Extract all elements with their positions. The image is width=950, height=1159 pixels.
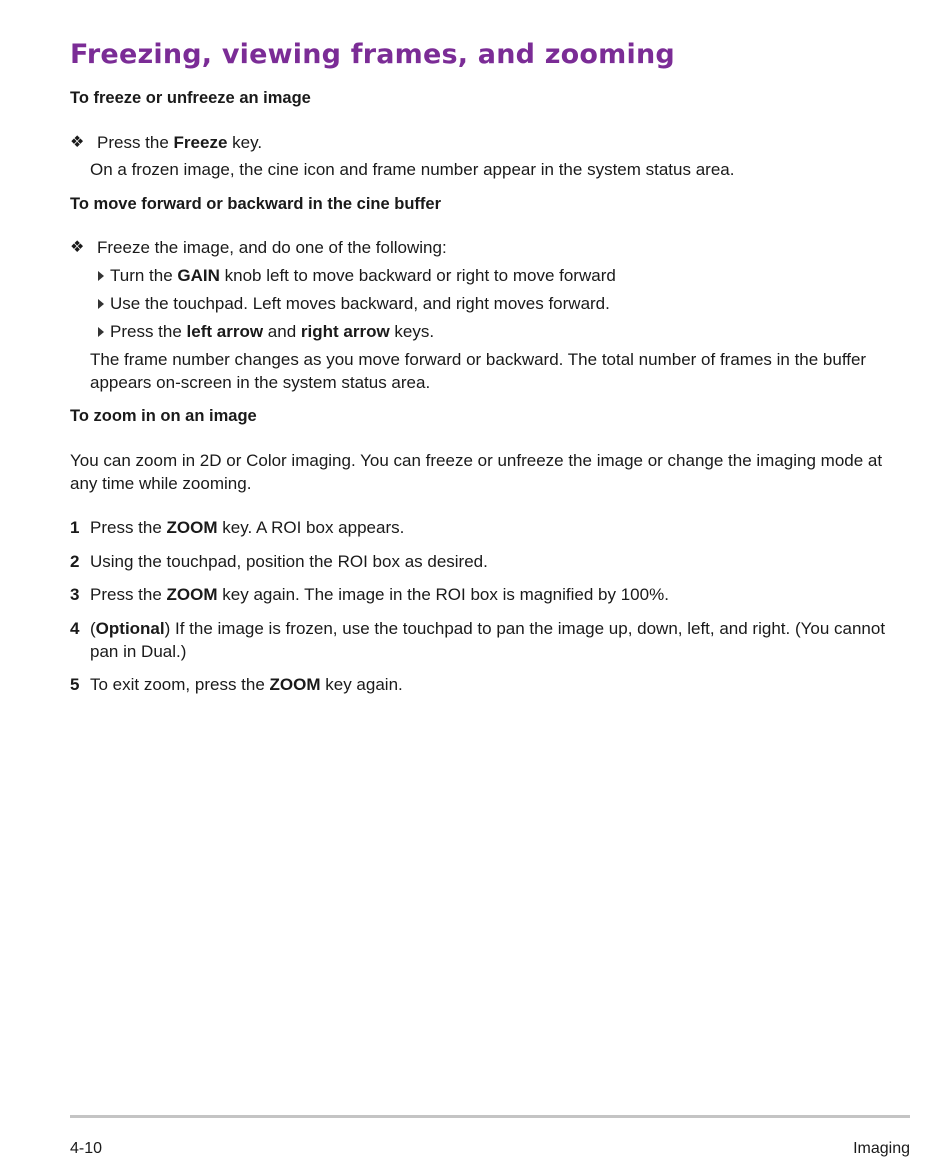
four-diamond-bullet-icon: ❖ xyxy=(70,239,85,256)
subheading-zoom: To zoom in on an image xyxy=(70,407,257,425)
right-triangle-icon xyxy=(98,271,104,281)
optional-label: Optional xyxy=(95,619,165,638)
step-text: Using the touchpad, position the ROI box as desired. xyxy=(90,552,488,571)
cine-sub-item-text: Turn the GAIN knob left to move backward or right to move forward xyxy=(110,266,616,285)
cine-sub-item-text: Use the touchpad. Left moves backward, and right moves forward. xyxy=(110,294,610,313)
left-arrow-label: left arrow xyxy=(186,322,264,341)
zoom-intro: You can zoom in 2D or Color imaging. You can freeze or unfreeze the image or change the imaging mode at any time while zooming. xyxy=(70,451,883,493)
freeze-bullet-text: Press the Freeze key. xyxy=(97,133,263,152)
step-text: Press the ZOOM key. A ROI box appears. xyxy=(90,518,405,537)
page-title: Freezing, viewing frames, and zooming xyxy=(70,39,675,70)
subheading-cine: To move forward or backward in the cine buffer xyxy=(70,195,442,213)
right-arrow-label: right arrow xyxy=(300,322,390,341)
cine-bullet-text: Freeze the image, and do one of the following: xyxy=(97,238,447,257)
footer-rule xyxy=(70,1115,910,1118)
step-number: 2 xyxy=(70,552,80,571)
step-number: 3 xyxy=(70,585,80,604)
footer-page-number: 4-10 xyxy=(70,1140,103,1157)
step-number: 1 xyxy=(70,518,80,537)
step-number: 4 xyxy=(70,619,80,638)
four-diamond-bullet-icon: ❖ xyxy=(70,134,85,151)
freeze-note: On a frozen image, the cine icon and frame number appear in the system status area. xyxy=(90,160,735,179)
cine-note: The frame number changes as you move forward or backward. The total number of frames in the buffer appears on-screen in the system status area. xyxy=(90,350,867,392)
right-triangle-icon xyxy=(98,327,104,337)
subheading-freeze: To freeze or unfreeze an image xyxy=(70,89,311,107)
zoom-key-label: ZOOM xyxy=(269,675,321,694)
step-text: (Optional) If the image is frozen, use the touchpad to pan the image up, down, left, and right. (You cannot pan in Dual.) xyxy=(90,619,886,661)
right-triangle-icon xyxy=(98,299,104,309)
freeze-key-label: Freeze xyxy=(173,133,228,152)
footer-section-name: Imaging xyxy=(853,1140,910,1157)
step-text: To exit zoom, press the ZOOM key again. xyxy=(90,675,403,694)
gain-knob-label: GAIN xyxy=(177,266,220,285)
manual-page xyxy=(70,0,910,1159)
cine-sub-item-text: Press the left arrow and right arrow keys. xyxy=(110,322,435,341)
step-number: 5 xyxy=(70,675,80,694)
zoom-key-label: ZOOM xyxy=(166,585,218,604)
step-text: Press the ZOOM key again. The image in the ROI box is magnified by 100%. xyxy=(90,585,669,604)
zoom-key-label: ZOOM xyxy=(166,518,218,537)
